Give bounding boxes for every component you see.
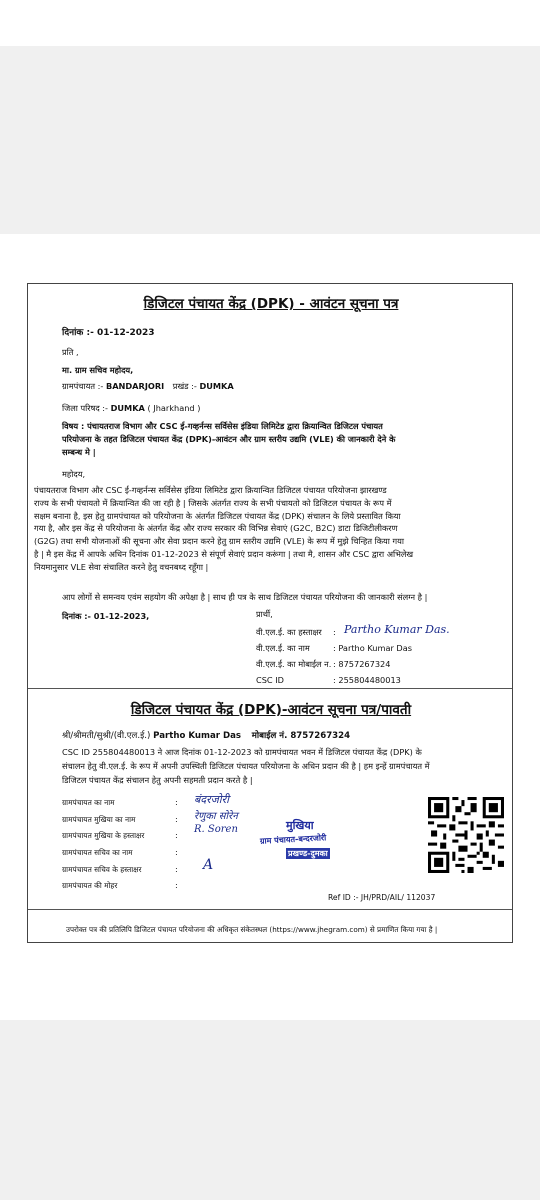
bottom-margin bbox=[0, 1020, 540, 1200]
closing-line: आप लोगों से समन्वय एवंम सहयोग की अपेक्षा है | साथ ही पत्र के साथ डिजिटल पंचायत परियोजना की जानकारी संलग्न है | bbox=[62, 592, 428, 602]
vle-sign-label: वी.एल.ई. का हस्ताक्षर bbox=[256, 627, 322, 637]
ack-mobile: मोबाईल नं. 8757267324 bbox=[251, 731, 351, 741]
qr-code bbox=[428, 797, 504, 873]
gram-panchayat-value: BANDARJORI bbox=[105, 381, 165, 391]
gp-field-colon: : bbox=[175, 797, 178, 807]
stamp-line-3: प्रखण्ड-दुमका bbox=[288, 849, 328, 858]
subject-line-2: परियोजना के तहत डिजिटल पंचायत केंद्र (DPK)-आवंटन और ग्राम स्तरीय उद्यमि (VLE) की जानकारी देने के bbox=[62, 434, 396, 444]
recipient: मा. ग्राम सचिव महोदय, bbox=[62, 365, 134, 375]
section-divider bbox=[28, 688, 512, 689]
body-line: है | मै इस केंद्र में आपके अधिन दिनांक 01-12-2023 से संपूर्ण सेवाएं प्रदान करूंगा | तथा मै, शासन और CSC द्वारा अभिलेख bbox=[34, 548, 414, 559]
gp-field-label: ग्रामपंचायत सचिव के हस्ताक्षर bbox=[62, 865, 142, 874]
prarthi: प्रार्थी, bbox=[256, 609, 273, 619]
letter-body bbox=[34, 484, 506, 574]
csc-id-label: CSC ID bbox=[256, 675, 284, 685]
prakhand-value: DUMKA bbox=[199, 381, 234, 391]
gp-field-colon: : bbox=[175, 864, 178, 874]
gram-panchayat-row bbox=[62, 381, 234, 392]
subject-line-3: सम्बन्ध मे | bbox=[62, 447, 96, 457]
gp-field-label: ग्रामपंचायत मुखिया के हस्ताक्षर bbox=[62, 831, 145, 840]
ack-name-row bbox=[62, 731, 350, 742]
body-line: सक्षम बनाना है, इस हेतु ग्रामपंचायत को परियोजना के अंतर्गत डिजिटल पंचायत केंद्र (DPK) संचालन के लिये प्रस्तावित किया bbox=[34, 510, 401, 521]
handwritten-gp-name: बंदरजोरी bbox=[194, 793, 229, 806]
gp-field-colon: : bbox=[175, 880, 178, 890]
acknowledgement-title: डिजिटल पंचायत केंद्र (DPK)-आवंटन सूचना पत्र/पावती bbox=[130, 702, 412, 718]
ack-name-prefix: श्री/श्रीमती/सुश्री/(वी.एल.ई.) bbox=[62, 731, 151, 741]
ack-line-3: डिजिटल पंचायत केंद्र संचालन हेतु अपनी सहमती प्रदान करते है | bbox=[62, 775, 253, 785]
zila-row bbox=[62, 403, 200, 414]
subject-line-1: विषय : पंचायतराज विभाग और CSC ई-गव्हर्नन्स सर्विसेस इंडिया लिमिटेड द्वारा क्रियान्वित डिजिटल पंचायत bbox=[62, 421, 383, 431]
letter-title: डिजिटल पंचायत केंद्र (DPK) - आवंटन सूचना पत्र bbox=[143, 296, 399, 312]
top-margin bbox=[0, 46, 540, 234]
footer-divider bbox=[28, 909, 512, 910]
csc-id-value: : 255804480013 bbox=[333, 675, 401, 685]
zila-value: DUMKA bbox=[110, 403, 145, 413]
body-line: (G2G) तथा सभी योजनाओं की सूचना और सेवा प्रदान करने हेतु ग्राम स्तरीय उद्यमि (VLE) के रूप में मुझे चिन्हित किया गया bbox=[34, 536, 404, 547]
stamp-line-2: ग्राम पंचायत-बन्दरजोरी bbox=[259, 833, 327, 846]
zila-label: जिला परिषद :- bbox=[62, 403, 108, 413]
letter-date-2: दिनांक :- 01-12-2023, bbox=[62, 611, 150, 621]
handwritten-sachiv-sign: A bbox=[203, 857, 214, 873]
handwritten-mukhiya-sign: R. Soren bbox=[194, 824, 238, 835]
prakhand-label: प्रखंड :- bbox=[172, 381, 197, 391]
gram-panchayat-label: ग्रामपंचायत :- bbox=[62, 381, 104, 391]
vle-mobile-label: वी.एल.ई. का मोबाईल न. bbox=[256, 659, 332, 669]
prati: प्रति , bbox=[62, 347, 79, 357]
gp-field-label: ग्रामपंचायत सचिव का नाम bbox=[62, 848, 133, 857]
vle-signature: Partho Kumar Das. bbox=[344, 623, 450, 636]
state-value: ( Jharkhand ) bbox=[147, 403, 201, 413]
footer-note: उपरोक्त पत्र की प्रतिलिपि डिजिटल पंचायत परियोजना की अधिकृत संकेतस्थल (https://www.jhegram.com) से प्रमाणित किया गया है | bbox=[66, 925, 438, 934]
body-line: राज्य के सभी पंचायतो में क्रियान्वित की जा रही है | जिसके अंतर्गत राज्य के सभी पंचायतो को डिजिटल पंचायत के रूप में bbox=[34, 497, 392, 508]
gp-field-colon: : bbox=[175, 814, 178, 824]
salutation: महोदय, bbox=[62, 469, 86, 479]
ref-id: Ref ID :- JH/PRD/AIL/ 112037 bbox=[328, 893, 436, 902]
vle-name-label: वी.एल.ई. का नाम bbox=[256, 643, 310, 653]
gp-field-colon: : bbox=[175, 830, 178, 840]
gp-field-label: ग्रामपंचायत मुखिया का नाम bbox=[62, 815, 136, 824]
handwritten-mukhiya-name: रेणुका सोरेन bbox=[194, 811, 238, 822]
gp-field-colon: : bbox=[175, 847, 178, 857]
vle-mobile-value: : 8757267324 bbox=[333, 659, 391, 669]
body-line: गया है, और इस केंद्र से परियोजना के अंतर्गत केंद्र और राज्य सरकार की विभिन्न सेवाएं (G2C, B2C) डाटा डिजिटीलीकरण bbox=[34, 523, 398, 534]
ack-name: Partho Kumar Das bbox=[153, 731, 242, 741]
letter-date: दिनांक :- 01-12-2023 bbox=[62, 328, 155, 338]
body-line: पंचायतराज विभाग और CSC ई-गव्हर्नन्स सर्विसेस इंडिया लिमिटेड द्वारा क्रियान्वित डिजिटल पंचायत परियोजना झारखण्ड bbox=[34, 485, 387, 495]
stamp-title: मुखिया bbox=[286, 819, 314, 832]
ack-line-2: संचालन हेतु वी.एल.ई. के रूप में अपनी उपस्थिती डिजिटल पंचायत परियोजना के अधिन प्रदान की है | हम इन्हें ग्रामपंचायत में bbox=[62, 761, 430, 771]
status-bar bbox=[0, 0, 540, 46]
vle-sign-colon: : bbox=[333, 627, 336, 637]
ack-line-1: CSC ID 255804480013 ने आज दिनांक 01-12-2023 को ग्रामपंचायत भवन में डिजिटल पंचायत केंद्र (DPK) के bbox=[62, 747, 422, 757]
vle-name-value: : Partho Kumar Das bbox=[333, 643, 413, 653]
gp-field-label: ग्रामपंचायत की मोहर bbox=[62, 881, 118, 890]
body-line: नियमानुसार VLE सेवा संचालित करने हेतु वचनबध्द रहूँगा | bbox=[34, 561, 209, 572]
allotment-letter bbox=[27, 283, 513, 943]
gp-field-label: ग्रामपंचायत का नाम bbox=[62, 798, 115, 807]
